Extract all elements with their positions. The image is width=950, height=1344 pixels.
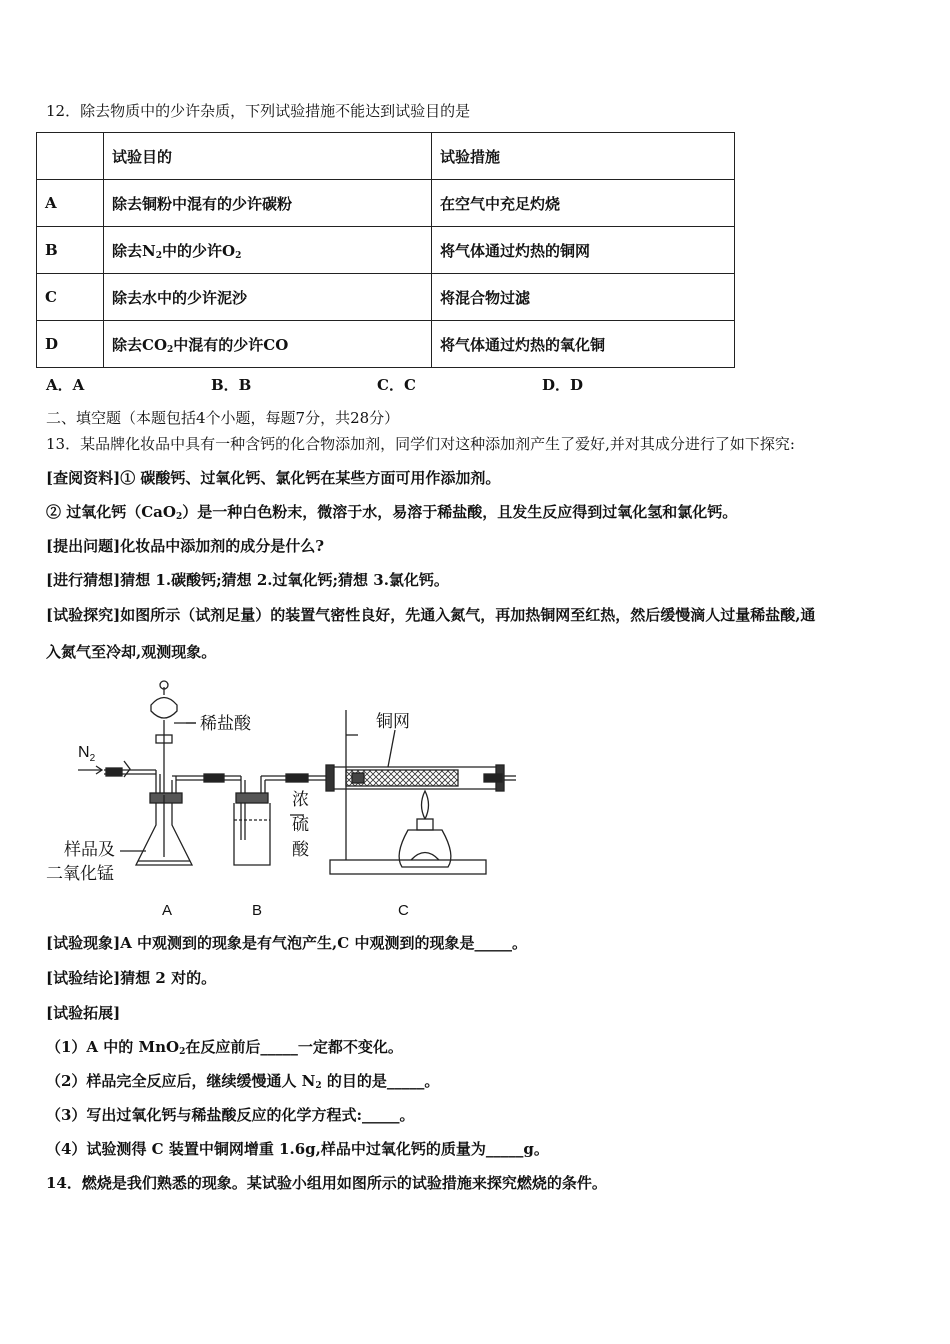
acid-label-2: 硫: [292, 815, 309, 834]
subscript: 2: [155, 250, 162, 261]
q13-stem: 13．某品牌化妆品中具有一种含钙的化合物添加剂，同学们对这种添加剂产生了爱好,并对其成分进行了如下探究:: [46, 435, 795, 453]
row-purpose: 除去铜粉中混有的少许碳粉: [104, 180, 432, 227]
choice-d: D．D: [542, 376, 584, 394]
q13-extend-4: （4）试验测得 C 装置中铜网增重 1.6g,样品中过氧化钙的质量为_____g。: [46, 1140, 549, 1158]
row-purpose: [104, 227, 432, 274]
q13-phenomenon: [试验现象]A 中观测到的现象是有气泡产生,C 中观测到的现象是_____。: [46, 934, 527, 952]
text: （2）样品完全反应后，继续缓慢通人 N: [46, 1072, 316, 1090]
label-b: B: [252, 902, 263, 919]
row-label: A: [37, 180, 104, 227]
q13-info2: [46, 502, 737, 527]
subscript: 2: [175, 512, 183, 522]
row-method: 在空气中充足灼烧: [432, 180, 735, 227]
sample-label-2: 二氧化锰: [46, 864, 114, 883]
row-purpose: 除去水中的少许泥沙: [104, 274, 432, 321]
sample-label-1: 样品及: [64, 840, 115, 859]
choice-c: C．C: [377, 376, 416, 394]
q13-conclusion: [试验结论]猜想 2 对的。: [46, 969, 217, 987]
choice-a: A．A: [46, 376, 85, 394]
q12-table: [36, 132, 735, 368]
q13-extend: [试验拓展]: [46, 1004, 121, 1022]
subscript: 2: [179, 1047, 186, 1057]
table-header-row: [37, 133, 735, 180]
label-a: A: [162, 902, 173, 919]
text: 的目的是_____。: [321, 1072, 440, 1090]
table-row: [37, 227, 735, 274]
q13-question: [提出问题]化妆品中添加剂的成分是什么?: [46, 537, 324, 555]
text: ）是一种白色粉末，微溶于水，易溶于稀盐酸，且发生反应得到过氧化氢和氯化钙。: [182, 503, 738, 521]
separatory-funnel: [151, 698, 177, 719]
header-cell: [37, 133, 104, 180]
subscript: 2: [167, 344, 174, 355]
q13-extend-2: [46, 1071, 439, 1096]
acid-label-3: 酸: [292, 840, 309, 859]
row-label: B: [37, 227, 104, 274]
text: 除去N: [112, 241, 156, 260]
table-row: [37, 321, 735, 368]
header-cell: 试验目的: [104, 133, 432, 180]
bottle-stopper: [236, 793, 268, 803]
q13-extend-1: [46, 1037, 403, 1062]
text: ② 过氧化钙（CaO: [46, 503, 176, 521]
row-label: D: [37, 321, 104, 368]
section-heading: 二、填空题（本题包括4个小题，每题7分，共28分）: [46, 409, 400, 427]
rubber-joint: [204, 774, 224, 782]
alcohol-lamp: [399, 830, 451, 867]
n2-label: $N_2$: [78, 744, 96, 764]
row-method: 将气体通过灼热的铜网: [432, 227, 735, 274]
subscript: 2: [235, 250, 242, 261]
table-row: [37, 180, 735, 227]
q13-extend-3: （3）写出过氧化钙与稀盐酸反应的化学方程式:_____。: [46, 1106, 415, 1124]
hcl-label: 稀盐酸: [200, 714, 251, 733]
rubber-joint: [286, 774, 308, 782]
text: 中的少许O: [161, 241, 236, 260]
row-method: 将气体通过灼热的氧化铜: [432, 321, 735, 368]
text: 在反应前后_____一定都不变化。: [185, 1038, 403, 1056]
choice-b: B．B: [211, 376, 252, 394]
text: 除去CO: [112, 335, 168, 354]
row-label: C: [37, 274, 104, 321]
label-c: C: [398, 902, 409, 919]
rubber-joint: [106, 768, 122, 776]
q13-explore-line1: [试验探究]如图所示（试剂足量）的装置气密性良好，先通入氮气，再加热铜网至红热，然后缓慢滴人过量稀盐酸,通: [46, 606, 816, 624]
q12-stem: 12．除去物质中的少许杂质，下列试验措施不能达到试验目的是: [46, 102, 471, 120]
wash-bottle: [234, 803, 270, 865]
q13-explore-line2: 入氮气至冷却,观测现象。: [46, 643, 217, 661]
subscript: 2: [315, 1081, 322, 1091]
copper-mesh-label: 铜网: [376, 712, 410, 731]
row-method: 将混合物过滤: [432, 274, 735, 321]
header-cell: 试验措施: [432, 133, 735, 180]
flask-stopper: [150, 793, 182, 803]
q13-guess: [进行猜想]猜想 1.碳酸钙;猜想 2.过氧化钙;猜想 3.氯化钙。: [46, 571, 449, 589]
text: 中混有的少许CO: [173, 335, 289, 354]
apparatus-diagram: [46, 675, 516, 925]
text: （1）A 中的 MnO: [46, 1038, 180, 1056]
q14-stem: 14．燃烧是我们熟悉的现象。某试验小组用如图所示的试验措施来探究燃烧的条件。: [46, 1174, 607, 1192]
q13-info1: [查阅资料]① 碳酸钙、过氧化钙、氯化钙在某些方面可用作添加剂。: [46, 469, 501, 487]
table-row: [37, 274, 735, 321]
acid-label-1: 浓: [292, 790, 309, 809]
flame: [422, 791, 429, 819]
row-purpose: [104, 321, 432, 368]
